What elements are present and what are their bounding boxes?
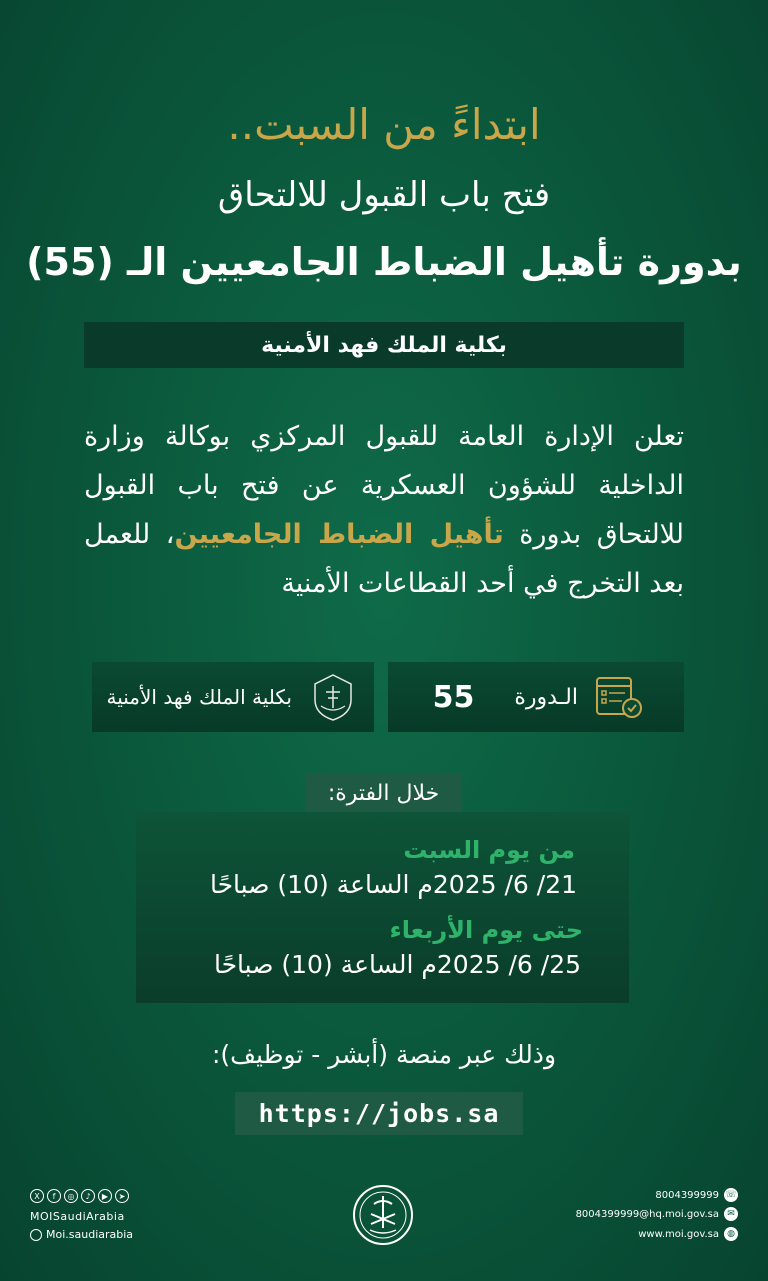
contact-email xyxy=(560,1207,738,1221)
college-banner xyxy=(84,322,684,368)
contact-website xyxy=(560,1227,738,1241)
website-address: www.moi.gov.sa xyxy=(638,1228,719,1240)
course-card xyxy=(388,662,684,732)
contact-phone xyxy=(560,1188,738,1202)
period-tag-text: خلال الفترة: xyxy=(327,780,440,806)
snapchat-icon xyxy=(30,1229,42,1241)
headline-admission-open: فتح باب القبول للالتحاق xyxy=(217,175,551,215)
jobs-url-link[interactable] xyxy=(235,1092,523,1135)
course-label: الـدورة xyxy=(514,684,578,710)
facebook-icon[interactable]: f xyxy=(47,1189,61,1203)
to-date: 25/ 6/ 2025م الساعة (10) صباحًا xyxy=(213,950,581,979)
period-box xyxy=(136,812,629,1003)
email-icon: ✉ xyxy=(724,1207,738,1221)
globe-icon: ◍ xyxy=(724,1227,738,1241)
period-tag xyxy=(305,773,462,813)
ministry-emblem-icon xyxy=(352,1184,414,1246)
social-handle: MOISaudiArabia xyxy=(30,1210,125,1223)
announcement-part2: ، للعمل بعد التخرج في أحد القطاعات الأمنية xyxy=(84,519,684,599)
checklist-icon xyxy=(592,670,646,724)
headline-course-title: بدورة تأهيل الضباط الجامعيين الـ (55) xyxy=(26,240,742,284)
headline-start-saturday: ابتداءً من السبت.. xyxy=(227,100,541,149)
snapchat-row xyxy=(30,1228,133,1241)
college-name: بكلية الملك فهد الأمنية xyxy=(106,685,292,709)
platform-note: وذلك عبر منصة (أبشر - توظيف): xyxy=(211,1040,557,1069)
phone-icon: ☏ xyxy=(725,1190,737,1200)
youtube-icon[interactable]: ▶ xyxy=(98,1189,112,1203)
jobs-url-text[interactable]: https://jobs.sa xyxy=(258,1099,500,1128)
announcement-paragraph xyxy=(84,412,684,608)
college-banner-text: بكلية الملك فهد الأمنية xyxy=(261,332,507,358)
tiktok-icon[interactable]: ♪ xyxy=(81,1189,95,1203)
announcement-highlight: تأهيل الضباط الجامعيين xyxy=(174,519,504,550)
from-date: 21/ 6/ 2025م الساعة (10) صباحًا xyxy=(209,870,577,899)
instagram-icon[interactable]: ◎ xyxy=(64,1189,78,1203)
college-emblem-icon xyxy=(306,670,360,724)
x-icon[interactable]: X xyxy=(30,1189,44,1203)
phone-number: 8004399999 xyxy=(655,1189,719,1201)
social-icons xyxy=(30,1189,129,1203)
college-card xyxy=(92,662,374,732)
from-day-label: من يوم السبت xyxy=(403,836,575,864)
snapchat-handle: Moi.saudiarabia xyxy=(46,1228,134,1241)
to-day-label: حتى يوم الأربعاء xyxy=(389,916,583,944)
announcement-part1: تعلن الإدارة العامة للقبول المركزي بوكالة وزارة الداخلية للشؤون العسكرية عن فتح باب القبول للالتحاق بدورة xyxy=(84,421,685,550)
telegram-icon[interactable]: ➤ xyxy=(115,1189,129,1203)
email-address: 8004399999@hq.moi.gov.sa xyxy=(575,1208,719,1220)
course-number: 55 xyxy=(432,679,475,715)
